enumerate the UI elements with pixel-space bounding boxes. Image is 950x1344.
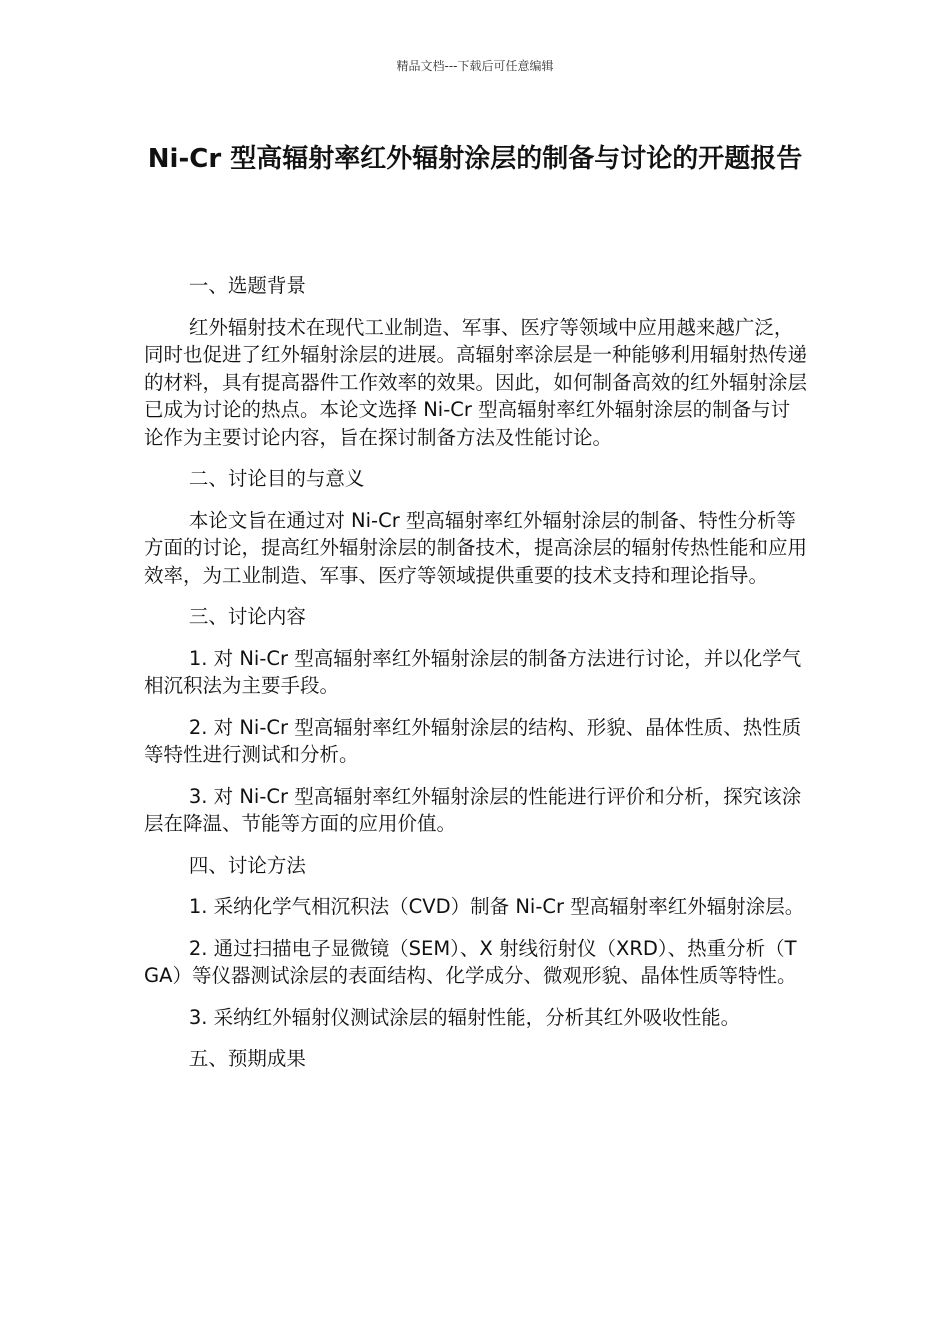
section-heading-purpose: 二、讨论目的与意义	[188, 467, 365, 490]
list-item: 3. 对 Ni-Cr 型高辐射率红外辐射涂层的性能进行评价和分析，探究该涂层在降温、节能等方面的应用价值。	[144, 784, 802, 835]
list-item: 2. 对 Ni-Cr 型高辐射率红外辐射涂层的结构、形貌、晶体性质、热性质等特性进行测试和分析。	[144, 715, 802, 766]
list-item: 3. 采纳红外辐射仪测试涂层的辐射性能，分析其红外吸收性能。	[188, 1005, 741, 1029]
section-heading-background: 一、选题背景	[188, 274, 306, 297]
page-header: 精品文档---下载后可任意编辑	[396, 59, 554, 73]
section-heading-method: 四、讨论方法	[188, 853, 306, 877]
section-heading-expected-results: 五、预期成果	[188, 1047, 306, 1070]
list-item: 2. 通过扫描电子显微镜（SEM）、X 射线衍射仪（XRD）、热重分析（TGA）等仪器测试涂层的表面结构、化学成分、微观形貌、晶体性质等特性。	[144, 936, 797, 987]
list-item: 1. 采纳化学气相沉积法（CVD）制备 Ni-Cr 型高辐射率红外辐射涂层。	[188, 895, 805, 918]
document-title: Ni-Cr 型高辐射率红外辐射涂层的制备与讨论的开题报告	[147, 144, 803, 174]
document-body	[144, 272, 808, 1087]
section-heading-content: 三、讨论内容	[188, 605, 306, 628]
section-paragraph: 本论文旨在通过对 Ni-Cr 型高辐射率红外辐射涂层的制备、特性分析等方面的讨论，提高红外辐射涂层的制备技术，提高涂层的辐射传热性能和应用效率，为工业制造、军事、医疗等领域提供重要的技术支持和理论指导。	[144, 508, 808, 587]
list-item: 1. 对 Ni-Cr 型高辐射率红外辐射涂层的制备方法进行讨论，并以化学气相沉积法为主要手段。	[144, 646, 802, 697]
section-paragraph: 红外辐射技术在现代工业制造、军事、医疗等领域中应用越来越广泛，同时也促进了红外辐射涂层的进展。高辐射率涂层是一种能够利用辐射热传递的材料，具有提高器件工作效率的效果。因此，如何制备高效的红外辐射涂层已成为讨论的热点。本论文选择 Ni-Cr 型高辐射率红外辐射涂层的制备与讨论作为主要讨论内容，旨在探讨制备方法及性能讨论。	[144, 315, 808, 449]
